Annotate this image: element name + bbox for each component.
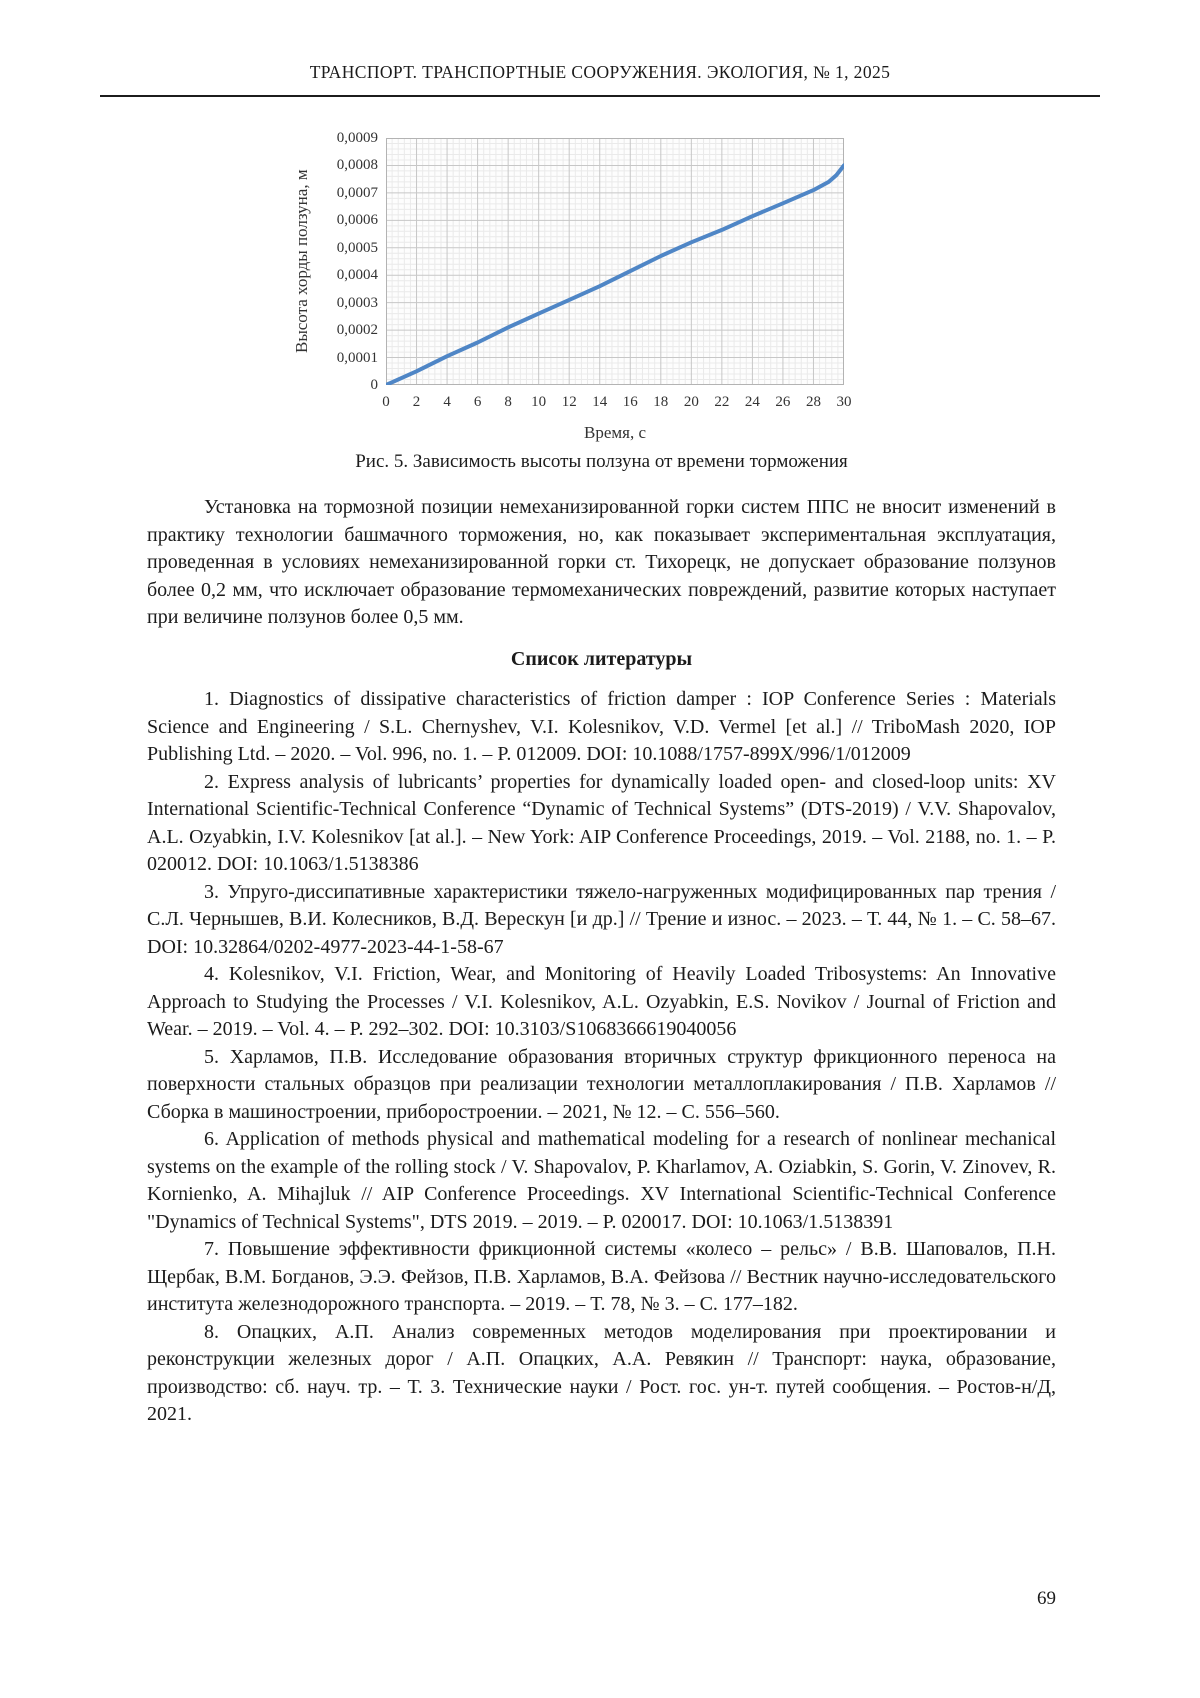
x-axis-tick-label: 4 <box>443 394 451 410</box>
reference-item: 8. Опацких, А.П. Анализ современных методов моделирования при проектировании и реконструкции железных дорог / А.П. Опацких, А.А. Ревякин // Транспорт: наука, образование, производство: сб. науч. тр. – Т. 3. Технические науки / Рост. гос. ун-т. путей сообщения. – Ростов-н/Д, 2021. <box>147 1320 1056 1425</box>
reference-item: 4. Kolesnikov, V.I. Friction, Wear, and Monitoring of Heavily Loaded Tribosystems: An Innovative Approach to Studying the Processes / V.I. Kolesnikov, A.L. Ozyabkin, E.S. Novikov / Journal of Friction and Wear. – 2019. – Vol. 4. – P. 292–302. DOI: 10.3103/S1068366619040056 <box>147 963 1056 1040</box>
x-axis-tick-label: 12 <box>561 394 577 410</box>
x-axis-tick-label: 2 <box>412 394 421 410</box>
running-head: ТРАНСПОРТ. ТРАНСПОРТНЫЕ СООРУЖЕНИЯ. ЭКОЛОГИЯ, № 1, 2025 <box>309 62 891 82</box>
plot-area <box>386 138 844 385</box>
y-axis-tick-label: 0,0002 <box>336 322 378 339</box>
reference-item: 1. Diagnostics of dissipative characteristics of friction damper : IOP Conference Series : Materials Science and Engineering / S.L. Chernyshev, V.I. Kolesnikov, V.D. Vermel [et al.] // TriboMash 2020, IOP Publishing Ltd. – 2020. – Vol. 996, no. 1. – P. 012009. DOI: 10.1088/1757-899X/996/1/012009 <box>147 688 1056 765</box>
y-axis-tick-label: 0,0004 <box>336 267 378 284</box>
x-axis-tick-label: 28 <box>805 394 821 410</box>
x-axis-tick-label: 6 <box>473 394 482 410</box>
y-axis-tick-label: 0,0008 <box>336 157 378 174</box>
references-list <box>147 686 1056 1429</box>
reference-item: 6. Application of methods physical and mathematical modeling for a research of nonlinear mechanical systems on the example of the rolling stock / V. Shapovalov, P. Kharlamov, A. Oziabkin, S. Gorin, V. Zinovev, R. Kornienko, A. Mihajluk // AIP Conference Proceedings. XV International Scientific-Technical Conference "Dynamics of Technical Systems", DTS 2019. – 2019. – P. 020017. DOI: 10.1063/1.5138391 <box>147 1128 1056 1233</box>
x-axis-tick-label: 26 <box>775 394 791 410</box>
x-axis-tick-label: 8 <box>504 394 512 410</box>
x-axis-tick-label: 22 <box>714 394 730 410</box>
x-axis-tick-label: 30 <box>836 394 852 410</box>
y-axis-tick-label: 0,0001 <box>336 349 378 366</box>
y-axis-tick-label: 0,0006 <box>336 212 378 229</box>
y-axis-tick-label: 0,0009 <box>336 130 378 146</box>
x-axis-tick-label: 16 <box>622 394 638 410</box>
references-heading: Список литературы <box>510 647 693 670</box>
y-axis-tick-label: 0,0007 <box>336 184 378 201</box>
x-axis-title: Время, с <box>583 423 646 442</box>
figure-5-chart <box>288 128 868 458</box>
y-axis-tick-label: 0,0003 <box>336 294 378 311</box>
reference-item: 5. Харламов, П.В. Исследование образования вторичных структур фрикционного переноса на поверхности стальных образцов при реализации технологии металлоплакирования / П.В. Харламов // Сборка в машиностроении, приборостроении. – 2021, № 12. – С. 556–560. <box>147 1045 1056 1123</box>
reference-item: 7. Повышение эффективности фрикционной системы «колесо – рельс» / В.В. Шаповалов, П.Н. Щербак, В.М. Богданов, Э.Э. Фейзов, П.В. Харламов, В.А. Фейзова // Вестник научно-исследовательского института железнодорожного транспорта. – 2019. – Т. 78, № 3. – С. 177–182. <box>147 1238 1056 1315</box>
x-axis-tick-label: 14 <box>592 394 608 410</box>
page-number: 69 <box>1037 1588 1056 1609</box>
reference-item: 3. Упруго-диссипативные характеристики тяжело-нагруженных модифицированных пар трения / С.Л. Чернышев, В.И. Колесников, В.Д. Верескун [и др.] // Трение и износ. – 2023. – Т. 44, № 1. – С. 58–67. DOI: 10.32864/0202-4977-2023-44-1-58-67 <box>147 880 1056 958</box>
x-axis-tick-label: 0 <box>382 394 390 410</box>
reference-item: 2. Express analysis of lubricants’ properties for dynamically loaded open- and closed-loop units: XV International Scientific-Technical Conference “Dynamic of Technical Systems” (DTS-2019) / V.V. Shapovalov, A.L. Ozyabkin, I.V. Kolesnikov [at al.]. – New York: AIP Conference Proceedings, 2019. – Vol. 2188, no. 1. – P. 020012. DOI: 10.1063/1.5138386 <box>147 770 1056 875</box>
y-axis-title: Высота хорды ползуна, м <box>292 169 311 354</box>
y-axis-tick-label: 0 <box>370 377 378 393</box>
plot-svg <box>386 138 844 385</box>
x-axis-tick-label: 24 <box>744 394 760 410</box>
figure-caption: Рис. 5. Зависимость высоты ползуна от времени торможения <box>355 451 848 472</box>
x-axis-tick-label: 18 <box>653 394 669 410</box>
body-paragraph: Установка на тормозной позиции немеханизированной горки систем ППС не вносит изменений в практику технологии башмачного торможения, но, как показывает экспериментальная эксплуатация, проведенная в условиях немеханизированной горки ст. Тихорецк, не допускает образование ползунов более 0,2 мм, что исключает образование термомеханических повреждений, развитие которых наступает при величине ползунов более 0,5 мм. <box>147 496 1056 628</box>
y-axis-tick-label: 0,0005 <box>336 239 378 256</box>
x-axis-tick-label: 20 <box>683 394 699 410</box>
x-axis-tick-label: 10 <box>531 394 547 410</box>
header-rule <box>100 95 1100 97</box>
body-text <box>147 494 1056 1429</box>
